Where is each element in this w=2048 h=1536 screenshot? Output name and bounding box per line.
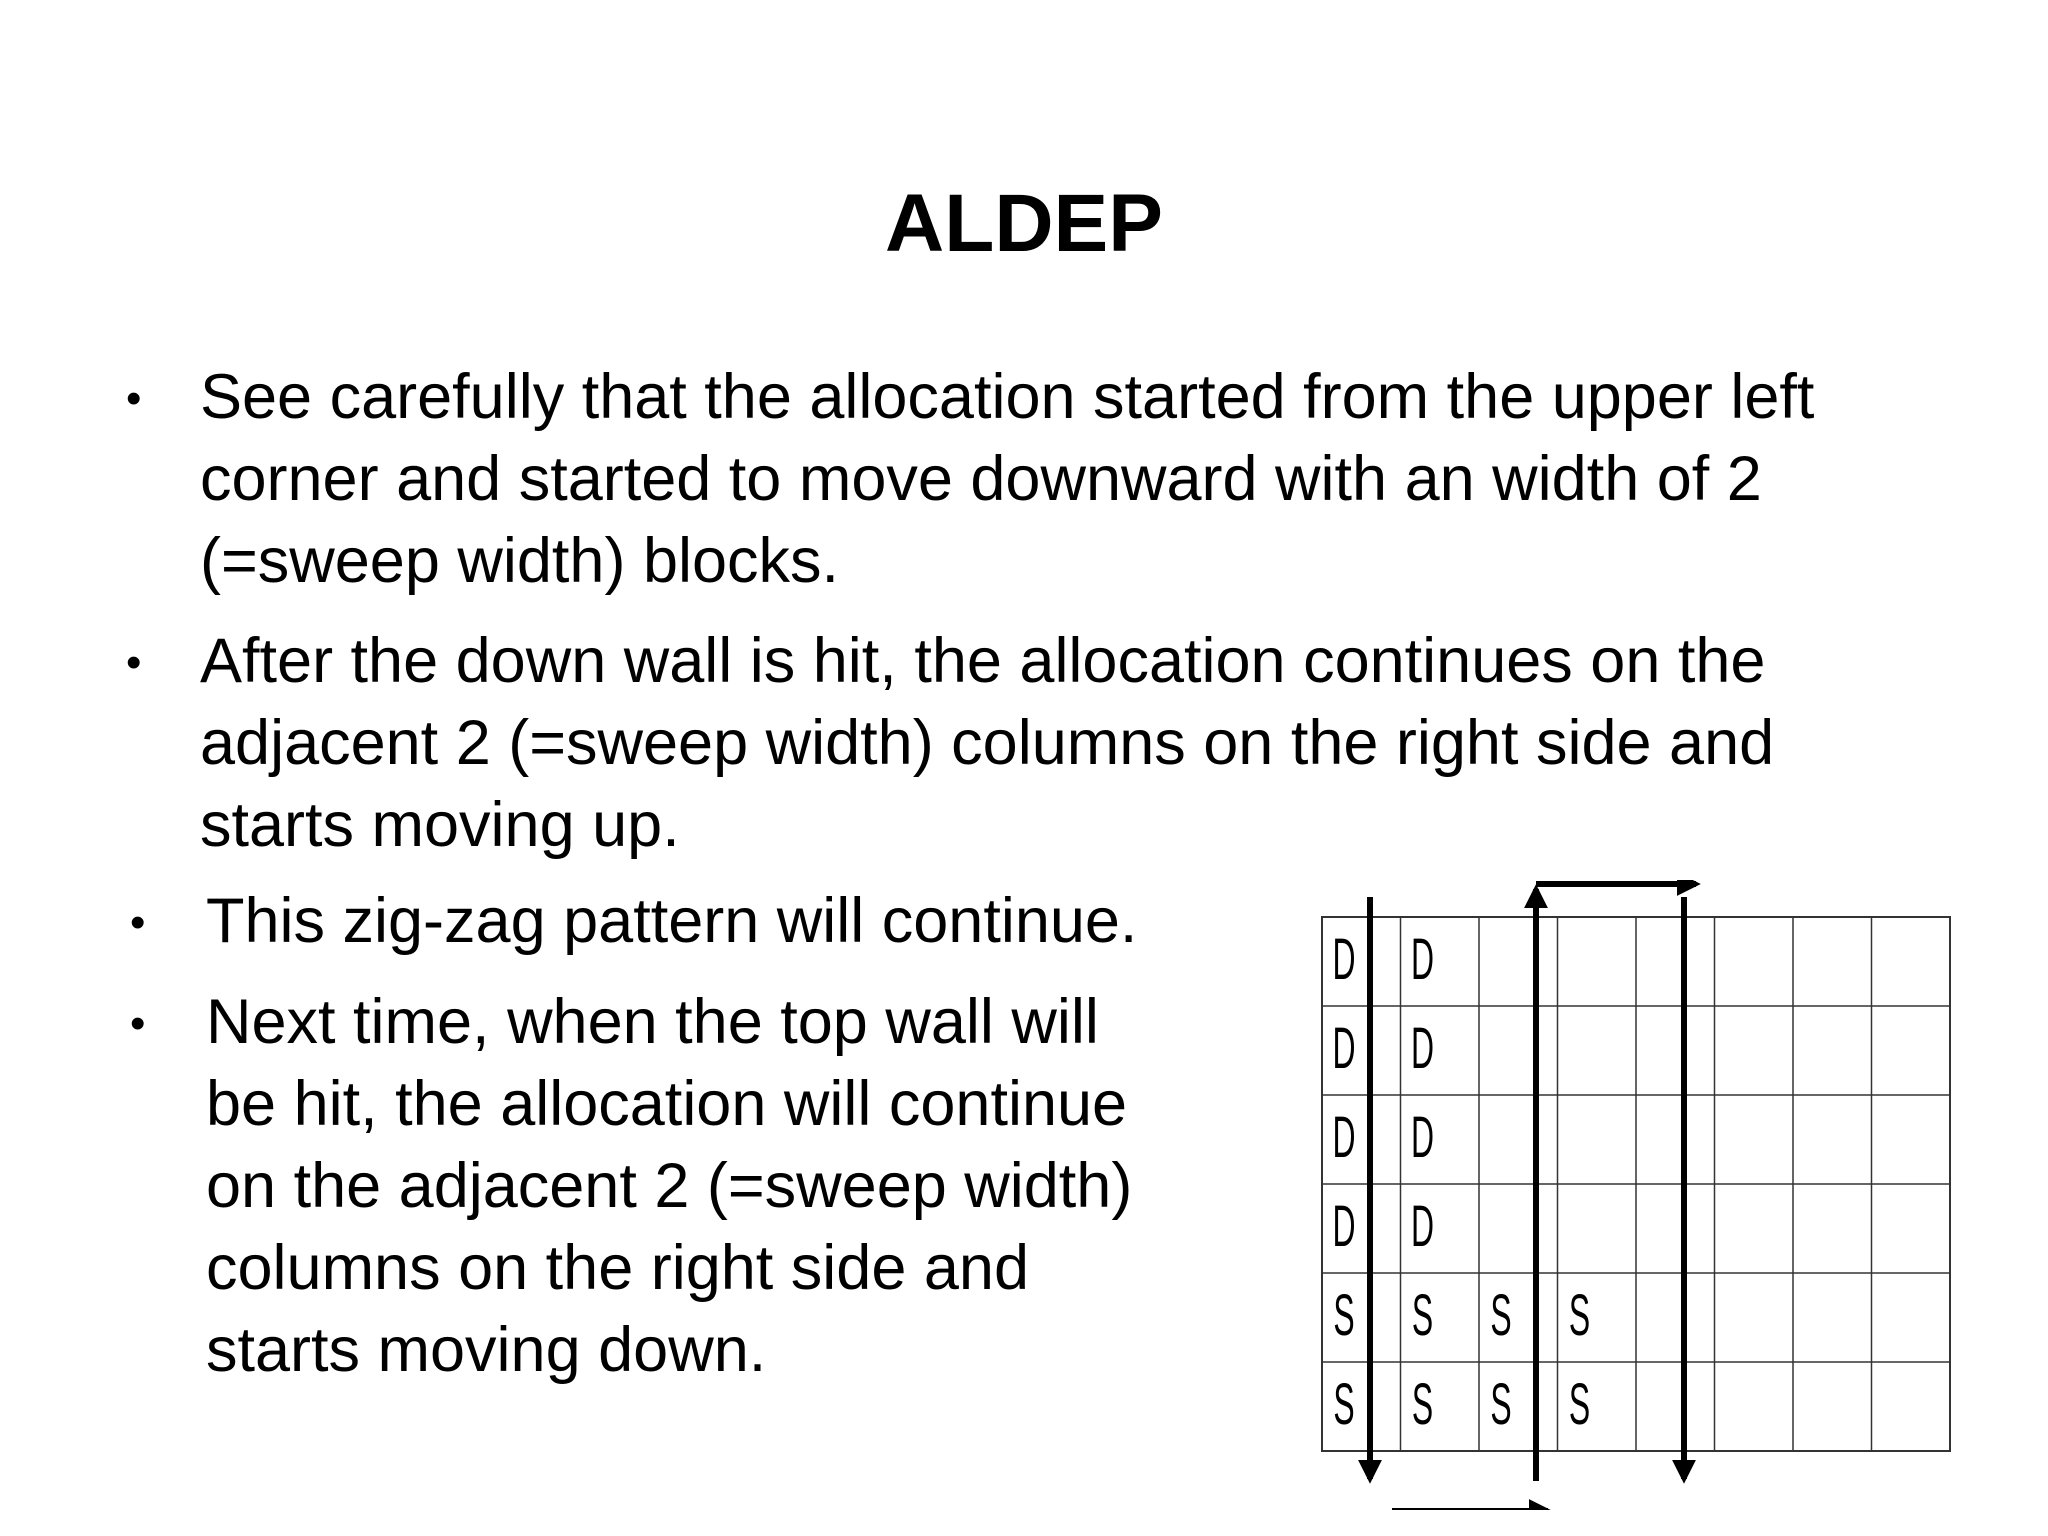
- bullet-text: [200, 620, 1774, 866]
- bullet-item: [130, 880, 1290, 970]
- bullet-line: This zig-zag pattern will continue.: [206, 886, 1138, 956]
- sweep-grid-diagram: [1300, 880, 1980, 1510]
- grid-cell-letter: S: [1333, 1371, 1355, 1437]
- bullet-marker: •: [126, 638, 142, 687]
- grid-cell-letter: D: [1410, 1193, 1435, 1259]
- bullet-line: (=sweep width) blocks.: [200, 526, 840, 596]
- grid-cell-letter: D: [1332, 1015, 1356, 1081]
- grid-cell-letter: S: [1568, 1371, 1591, 1437]
- grid-cell-letter: S: [1411, 1282, 1434, 1348]
- bullet-line: starts moving up.: [200, 790, 680, 860]
- bullet-marker: •: [130, 898, 146, 947]
- bullet-item: [126, 356, 2026, 606]
- bullet-line: on the adjacent 2 (=sweep width): [206, 1151, 1133, 1221]
- grid-cell-letter: S: [1411, 1371, 1434, 1437]
- grid-lines: [1322, 917, 1950, 1451]
- bullet-marker: •: [130, 999, 146, 1048]
- bullet-item: [130, 981, 1290, 1401]
- grid-cell-letter: S: [1490, 1371, 1512, 1437]
- bullet-line: adjacent 2 (=sweep width) columns on the right side and: [200, 708, 1775, 778]
- bullet-line: After the down wall is hit, the allocation continues on the: [200, 626, 1766, 696]
- bullet-line: starts moving down.: [206, 1315, 767, 1385]
- bullet-line: be hit, the allocation will continue: [206, 1069, 1128, 1139]
- grid-cell-letter: D: [1410, 926, 1435, 992]
- bullet-marker: •: [126, 374, 142, 423]
- grid-cell-letter: D: [1332, 926, 1356, 992]
- grid-cell-letter: S: [1333, 1282, 1355, 1348]
- bullet-line: corner and started to move downward with an width of 2: [200, 444, 1762, 514]
- grid-cell-letter: D: [1332, 1104, 1356, 1170]
- grid-cell-letter: D: [1410, 1015, 1435, 1081]
- bullet-line: See carefully that the allocation started from the upper left: [200, 362, 1815, 432]
- bullet-item: [126, 620, 2026, 870]
- bullet-line: columns on the right side and: [206, 1233, 1029, 1303]
- bullet-line: Next time, when the top wall will: [206, 987, 1099, 1057]
- bullet-text: [200, 356, 1814, 602]
- bullet-text: [206, 880, 1137, 962]
- slide-title: ALDEP: [885, 178, 1163, 269]
- grid-cell-letter: D: [1410, 1104, 1435, 1170]
- grid-cell-letter: S: [1490, 1282, 1512, 1348]
- bullet-text: [206, 981, 1132, 1391]
- grid-cell-letter: D: [1332, 1193, 1356, 1259]
- grid-cell-letter: S: [1568, 1282, 1591, 1348]
